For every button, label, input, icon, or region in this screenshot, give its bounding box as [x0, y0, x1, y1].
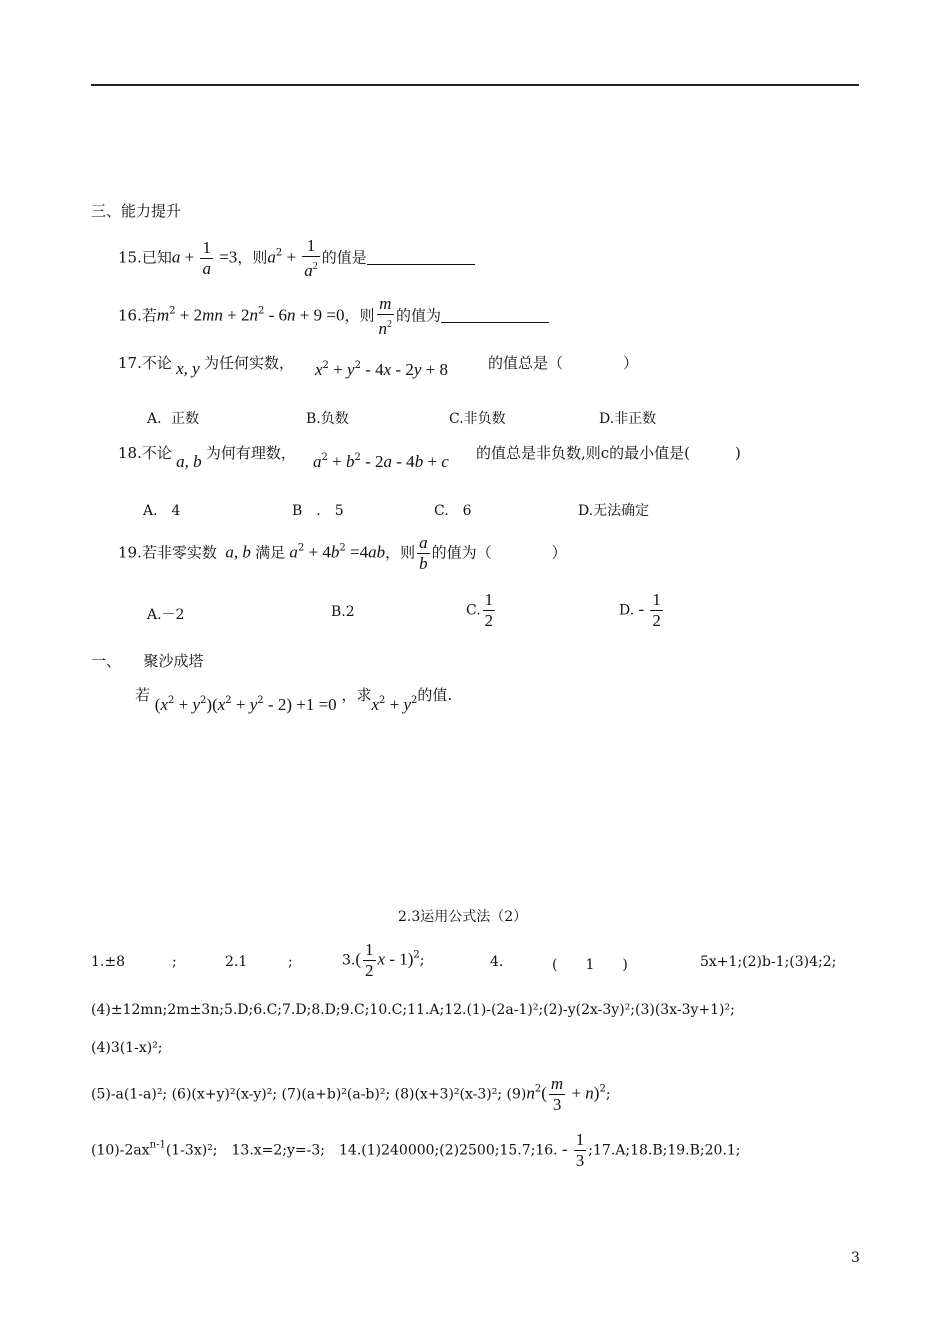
answers-line-5: $(10)-2ax^{n-1}(1-3x)^2$; 13.x=2;y=-3; 14.(1)240000;(2)2500;15.7;16. - $\frac{1}{3}$ ;17.A;18.B;19.B;20.1; [91, 1130, 741, 1170]
fraction-1-over-a2: $\frac{1}{a^2}$ [304, 236, 318, 280]
q17-tail: 的值总是（ ） [488, 354, 639, 372]
question-text: ，则 [237, 248, 268, 267]
answer-4-rest: 5x+1;(2)b-1;(3)4;2; [700, 954, 837, 970]
q17-option-b: B.负数 [306, 411, 349, 427]
question-text: 若 [141, 306, 157, 325]
question-number: 17. [118, 354, 142, 372]
q18-expression: $a^2 + b^2 - 2a - 4b + c$ [313, 452, 449, 471]
answers-line-2: (4)±12mn;2m±3n;5.D;6.C;7.D;8.D;9.C;10.C;11.A;12.(1)-(2a-1)²;(2)-y(2x-3y)²;(3)(3x-3y+1)²; [91, 1002, 735, 1018]
question-number: 16. [118, 306, 142, 325]
section-heading-ability: 三、能力提升 [91, 202, 182, 220]
question-text: 的值是 [321, 248, 367, 267]
question-text: 已知 [141, 248, 172, 267]
answer-sep: ; [288, 954, 293, 970]
question-text: 为任何实数， [203, 354, 294, 372]
answer-3: 3.( $\frac{1}{2}$ x - 1)$^2$; [342, 940, 425, 980]
q19-option-a: A.－2 [147, 607, 185, 623]
question-text: 不论 [141, 444, 172, 462]
answer-4-part: ( 1 ) [552, 957, 628, 973]
question-text: 的值为（ ） [431, 543, 567, 562]
question-text: ，则 [385, 543, 416, 562]
q19-option-b: B.2 [331, 604, 355, 620]
q19-option-c: C. $\frac{1}{2}$ [466, 590, 494, 630]
question-text: 若 [135, 686, 151, 704]
question-text: 若非零实数 [141, 543, 217, 562]
fraction-one-half: $\frac{1}{2}$ [652, 590, 661, 630]
answer-2: 2.1 [225, 954, 248, 970]
section-heading-sand: 一、 聚沙成塔 [91, 652, 204, 670]
question-19: 19.若非零实数 a, b 满足 $a^2 + 4b^2 =4ab$，则 $\frac{a}{b}$ 的值为（ ） [118, 533, 567, 573]
fraction-one-third: $\frac{1}{3}$ [575, 1130, 585, 1170]
question-18: 18.不论 a, b 为何有理数， [118, 444, 296, 471]
question-text: 为何有理数， [205, 444, 296, 462]
question-16: 16.若$m^2 + 2mn + 2n^2 - 6n + 9 =0$，则 $\frac{m}{n^2}$ 的值为 [118, 294, 549, 339]
q17-option-d: D.非正数 [599, 411, 657, 427]
question-20: 若 $(x^2 + y^2)(x^2 + y^2 - 2) +1 =0$ ，求$x^2 + y^2$的值. [135, 686, 453, 714]
question-text: ，则 [344, 306, 375, 325]
q17-option-a: A．正数 [147, 411, 200, 427]
question-text: 不论 [141, 354, 172, 372]
fraction-m-over-3: $\frac{m}{3}$ [550, 1074, 564, 1114]
page-number: 3 [851, 1250, 860, 1266]
question-text: 的值为 [396, 306, 442, 325]
question-15: 15.已知a + $\frac{1}{a}$ =3，则$a^2$ + $\frac{1}{a^2}$ 的值是 [118, 236, 475, 281]
q19-option-d: D. - $\frac{1}{2}$ [619, 590, 661, 630]
q18-option-a: A. 4 [143, 503, 181, 519]
fraction-one-half: $\frac{1}{2}$ [365, 940, 374, 980]
answers-title: 2.3运用公式法（2） [398, 909, 528, 925]
answer-1: 1.±8 [91, 954, 125, 970]
question-number: 19. [118, 543, 142, 562]
answers-line-4: (5)-a(1-a)²; (6)(x+y)²(x-y)²; (7)(a+b)²(a-b)²; (8)(x+3)²(x-3)²; $(9)n^2$( $\frac{m}{3}$ + n)$^2$; [91, 1074, 611, 1114]
header-rule [91, 84, 859, 86]
q18-option-c: C. 6 [434, 503, 472, 519]
answers-line-3: (4)3(1-x)²; [91, 1040, 163, 1056]
question-text: 的值. [417, 686, 453, 704]
fraction-a-over-b: $\frac{a}{b}$ [419, 533, 428, 573]
question-text: ，求 [341, 686, 372, 704]
q18-option-d: D.无法确定 [578, 503, 650, 519]
q17-option-c: C.非负数 [449, 411, 506, 427]
q18-option-b: B . 5 [292, 503, 344, 519]
question-number: 15. [118, 248, 142, 267]
answer-4: 4. [490, 954, 504, 970]
q17-expression: $x^2 + y^2 - 4x - 2y + 8$ [315, 360, 448, 379]
fraction-one-half: $\frac{1}{2}$ [484, 590, 494, 630]
answer-blank [367, 250, 475, 265]
fraction-1-over-a: $\frac{1}{a}$ [202, 238, 211, 278]
question-text: 满足 [255, 543, 286, 562]
answer-blank [441, 308, 549, 323]
fraction-m-over-n2: $\frac{m}{n^2}$ [378, 294, 392, 338]
question-number: 18. [118, 444, 142, 462]
question-17: 17.不论 x, y 为任何实数， [118, 354, 294, 378]
answer-sep: ; [172, 954, 177, 970]
q18-tail: 的值总是非负数,则c的最小值是( ) [476, 444, 741, 462]
